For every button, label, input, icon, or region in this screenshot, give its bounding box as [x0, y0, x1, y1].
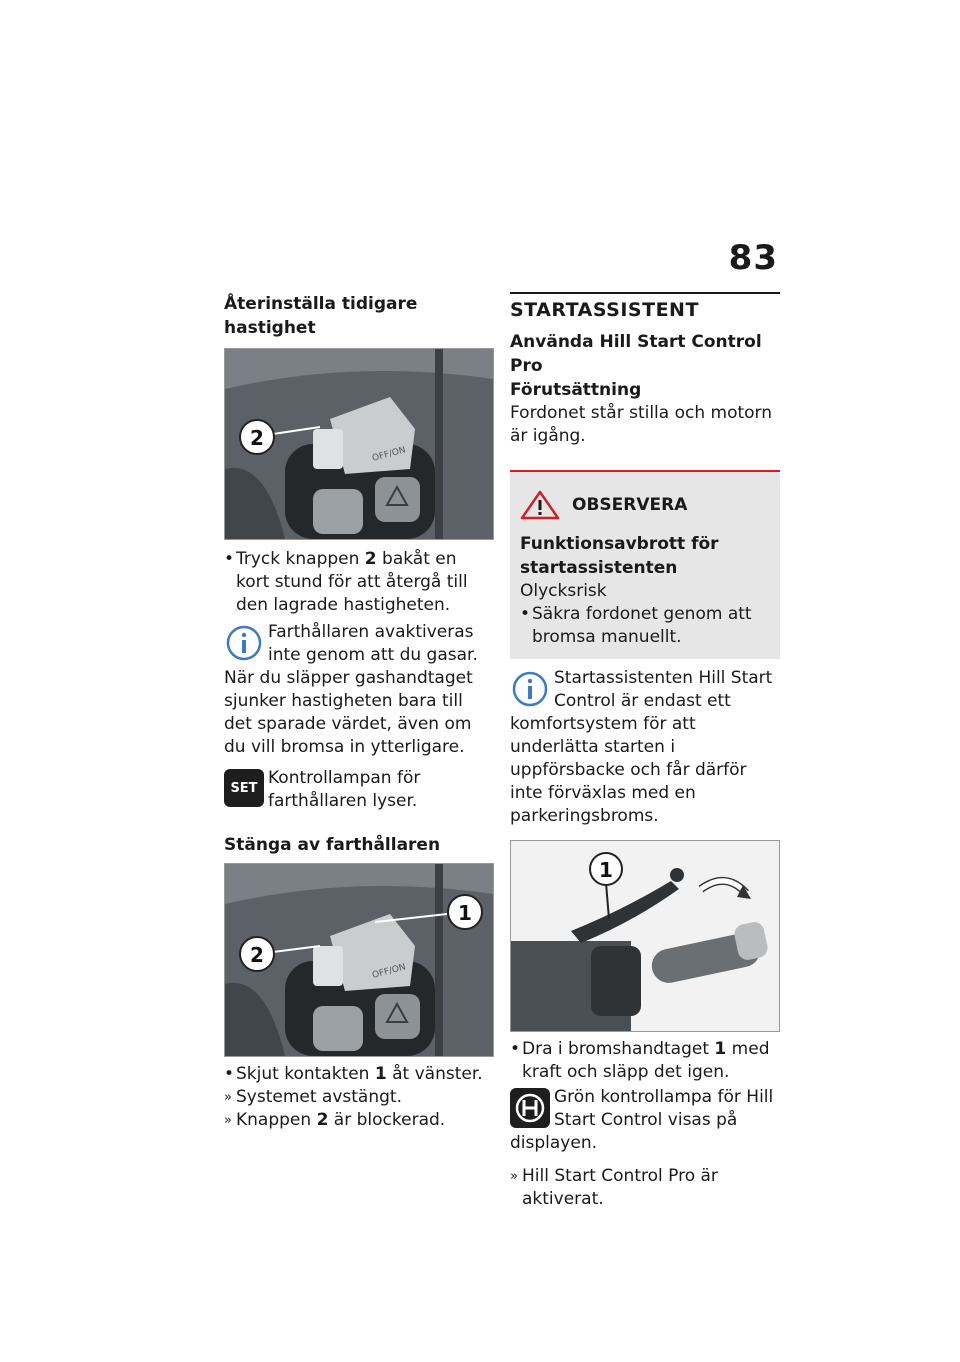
info-icon — [510, 669, 550, 709]
bullet-pull-brake: • Dra i bromshandtaget 1 med kraft och släpp det igen. — [510, 1039, 770, 1082]
info-icon — [224, 623, 264, 663]
set-note: SET Kontrollampan för farthållaren lyser. — [224, 767, 494, 813]
warning-risk: Olycksrisk — [520, 581, 607, 601]
right-column — [510, 292, 780, 1211]
bullet-slide-switch: • Skjut kontakten 1 åt vänster. — [224, 1064, 483, 1084]
switch-illustration-2 — [225, 864, 493, 1056]
warning-box — [510, 470, 780, 659]
prerequisite-text: Fordonet står stilla och motorn är igång. — [510, 403, 773, 446]
hill-start-indicator-icon — [510, 1088, 550, 1128]
warning-icon — [520, 490, 560, 520]
warning-label: OBSERVERA — [572, 495, 688, 515]
photo-cruise-switch-off — [224, 863, 494, 1057]
switch-label: OFF/ON — [371, 445, 407, 464]
result-hill-start-active: » Hill Start Control Pro är aktiverat. — [510, 1166, 718, 1209]
section-title: STARTASSISTENT — [510, 292, 780, 322]
heading-resume-speed: Återinställa tidigare hastighet — [224, 294, 418, 338]
heading-use-hill-start: Använda Hill Start Control Pro — [510, 332, 762, 376]
photo-cruise-switch — [224, 348, 494, 540]
page-number: 83 — [728, 238, 778, 278]
photo-brake-lever — [510, 840, 780, 1032]
hill-start-note: Grön kontrollampa för Hill Start Control visas på displayen. — [510, 1087, 774, 1153]
result-system-off: » Systemet avstängt. — [224, 1087, 402, 1107]
callout-1: 1 — [458, 901, 472, 925]
callout-1: 1 — [599, 858, 613, 882]
switch-illustration — [225, 349, 493, 539]
warning-bullet: • Säkra fordonet genom att bromsa manuellt. — [520, 604, 752, 647]
heading-prerequisite: Förutsättning — [510, 380, 642, 400]
info-note-1: Farthållaren avaktiveras inte genom att du gasar. När du släpper gashandtaget sjunker hastigheten bara till det sparade värdet, även om du vill bromsa in ytterligare. — [224, 622, 478, 757]
brake-lever-illustration — [511, 841, 779, 1031]
info-note-2: Startassistenten Hill Start Control är endast ett komfortsystem för att underlätta starten i uppförsbacke och får därför inte förväxlas med en parkeringsbroms. — [510, 668, 773, 826]
warning-title: Funktionsavbrott för startassistenten — [520, 534, 719, 578]
callout-2: 2 — [250, 943, 264, 967]
switch-label: OFF/ON — [371, 962, 407, 981]
left-column — [224, 292, 494, 1132]
callout-2: 2 — [250, 426, 264, 450]
set-indicator-icon: SET — [224, 769, 264, 807]
bullet-press-button: • Tryck knappen 2 bakåt en kort stund för att återgå till den lagrade hastigheten. — [224, 549, 468, 615]
heading-turn-off: Stänga av farthållaren — [224, 835, 441, 855]
result-button-blocked: » Knappen 2 är blockerad. — [224, 1110, 446, 1130]
